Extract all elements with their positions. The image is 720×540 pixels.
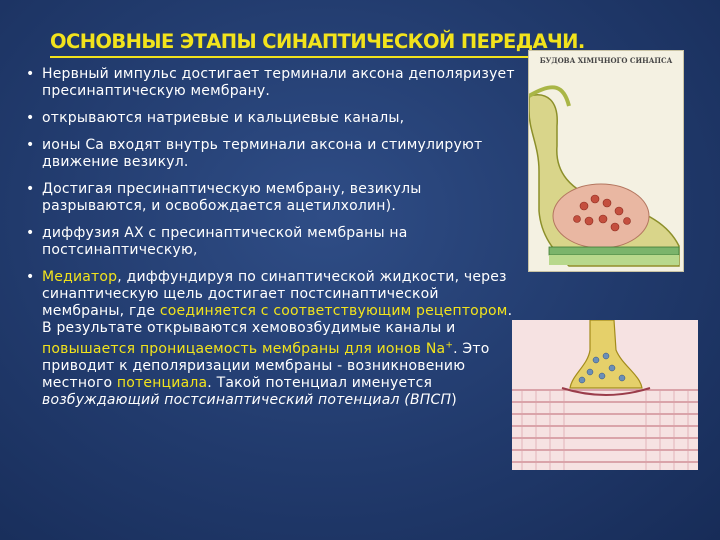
synapse-structure-image <box>528 50 684 272</box>
highlight-receptor: соединяется с соответствующим рецептором <box>159 303 508 319</box>
bullet-item <box>22 66 517 100</box>
bullet-text: открываются натриевые и кальциевые каналы, <box>42 110 405 126</box>
neuromuscular-junction-image <box>512 320 698 470</box>
bullet-icon: • <box>26 66 35 82</box>
bullet-text-part: . Это приводит к деполяризации мембраны - возникновению местного <box>42 340 490 391</box>
bullet-item <box>22 181 517 215</box>
page-title: ОСНОВНЫЕ ЭТАПЫ СИНАПТИЧЕСКОЙ ПЕРЕДАЧИ. <box>50 30 585 53</box>
bullet-icon: • <box>26 137 35 153</box>
highlight-permeability: повышается проницаемость мембраны для ионов Na <box>42 340 446 357</box>
postsynaptic-membrane-shape <box>549 247 679 255</box>
figure-caption: БУДОВА ХІМІЧНОГО СИНАПСА <box>539 56 673 65</box>
bullet-text-part: ) <box>451 391 457 408</box>
superscript-plus: + <box>445 340 454 350</box>
bullet-icon: • <box>26 110 35 126</box>
bullet-icon: • <box>26 181 35 197</box>
bullet-text-part: . В результате открываются хемовозбудимые каналы и <box>42 303 513 336</box>
postsynaptic-cell-shape <box>549 255 679 265</box>
bullet-item <box>22 110 517 127</box>
bullet-icon: • <box>26 269 35 285</box>
highlight-mediator: Медиатор <box>42 269 118 285</box>
epsp-term: возбуждающий постсинаптический потенциал (ВПСП <box>42 391 452 408</box>
bullet-text-mediator <box>42 269 512 408</box>
bullet-icon: • <box>26 225 35 241</box>
bullet-item <box>22 225 517 259</box>
bullet-text: диффузия АХ с пресинаптической мембраны на постсинаптическую, <box>42 225 408 258</box>
bullet-text-part: , диффундируя по синаптической жидкости, через синаптическую щель достигает постсинаптической мембраны, где <box>42 269 507 319</box>
highlight-potential: потенциала <box>116 374 208 391</box>
bullet-item <box>22 137 517 171</box>
bullet-text: Достигая пресинаптическую мембрану, везикулы разрываются, и освобождается ацетилхолин). <box>42 181 422 214</box>
bullet-text-part: . Такой потенциал именуется <box>207 374 433 391</box>
bullet-text: ионы Ca входят внутрь терминали аксона и стимулируют движение везикул. <box>42 137 483 170</box>
bullet-item <box>22 269 517 409</box>
bullet-list <box>22 66 517 419</box>
bullet-text: Нервный импульс достигает терминали аксона деполяризует пресинаптическую мембрану. <box>42 66 515 99</box>
